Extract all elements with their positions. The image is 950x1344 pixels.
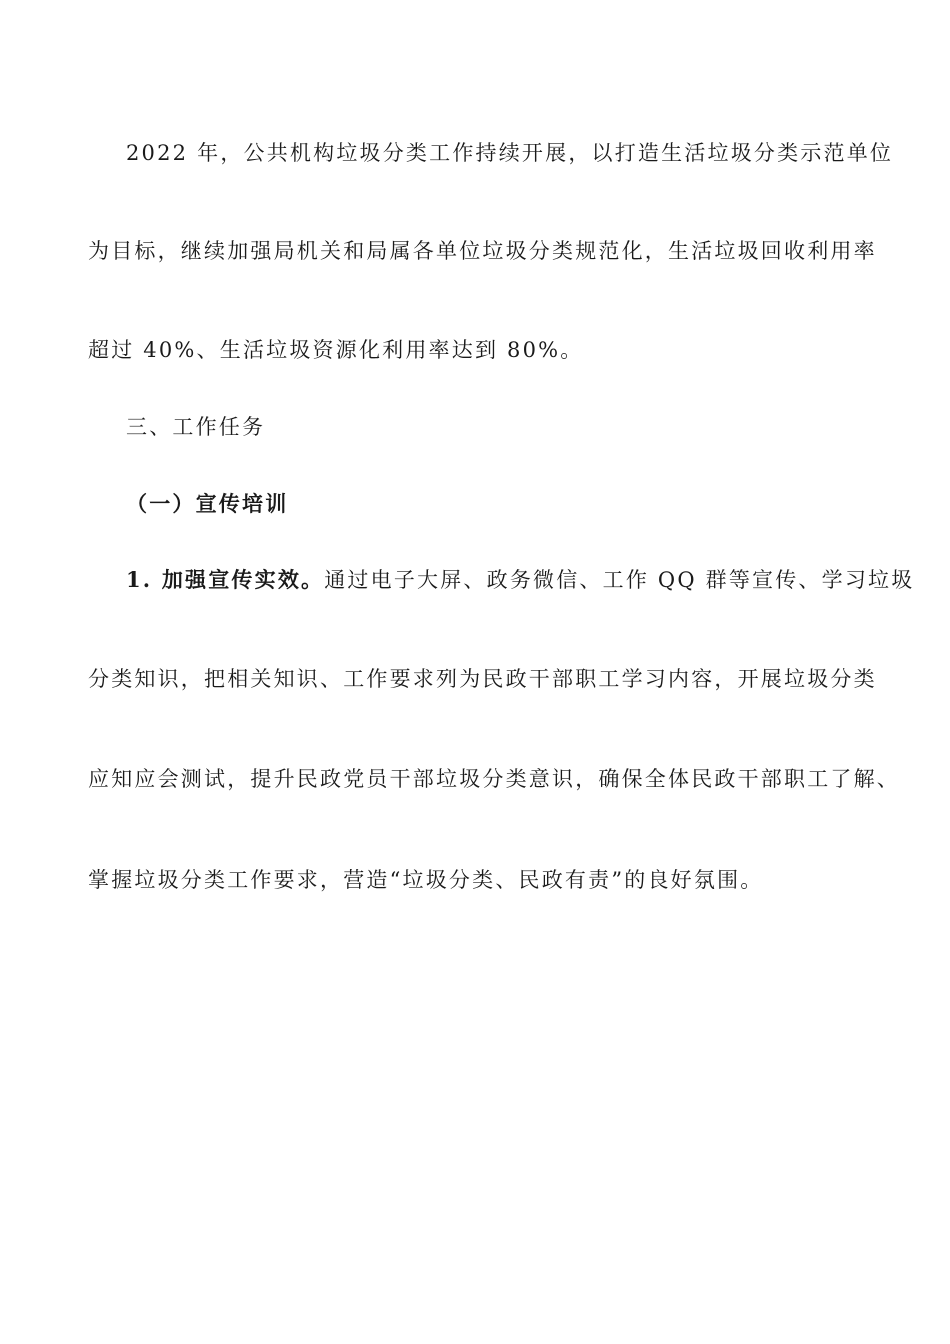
- item-text: 通过电子大屏、政务微信、工作 QQ 群等宣传、学习垃圾: [324, 568, 915, 592]
- paragraph-line: 分类知识，把相关知识、工作要求列为民政干部职工学习内容，开展垃圾分类: [88, 667, 877, 691]
- item-first-line: [126, 566, 914, 594]
- paragraph-line: 为目标，继续加强局机关和局属各单位垃圾分类规范化，生活垃圾回收利用率: [88, 239, 877, 263]
- subsection-heading: （一）宣传培训: [126, 491, 289, 516]
- paragraph-line: 超过 40%、生活垃圾资源化利用率达到 80%。: [88, 338, 584, 362]
- section-heading: 三、工作任务: [126, 415, 266, 439]
- paragraph-line: 应知应会测试，提升民政党员干部垃圾分类意识，确保全体民政干部职工了解、: [88, 767, 900, 791]
- item-lead: 1. 加强宣传实效。: [126, 567, 325, 592]
- paragraph-line: 2022 年，公共机构垃圾分类工作持续开展，以打造生活垃圾分类示范单位: [126, 141, 894, 165]
- paragraph-line: 掌握垃圾分类工作要求，营造“垃圾分类、民政有责”的良好氛围。: [88, 868, 764, 892]
